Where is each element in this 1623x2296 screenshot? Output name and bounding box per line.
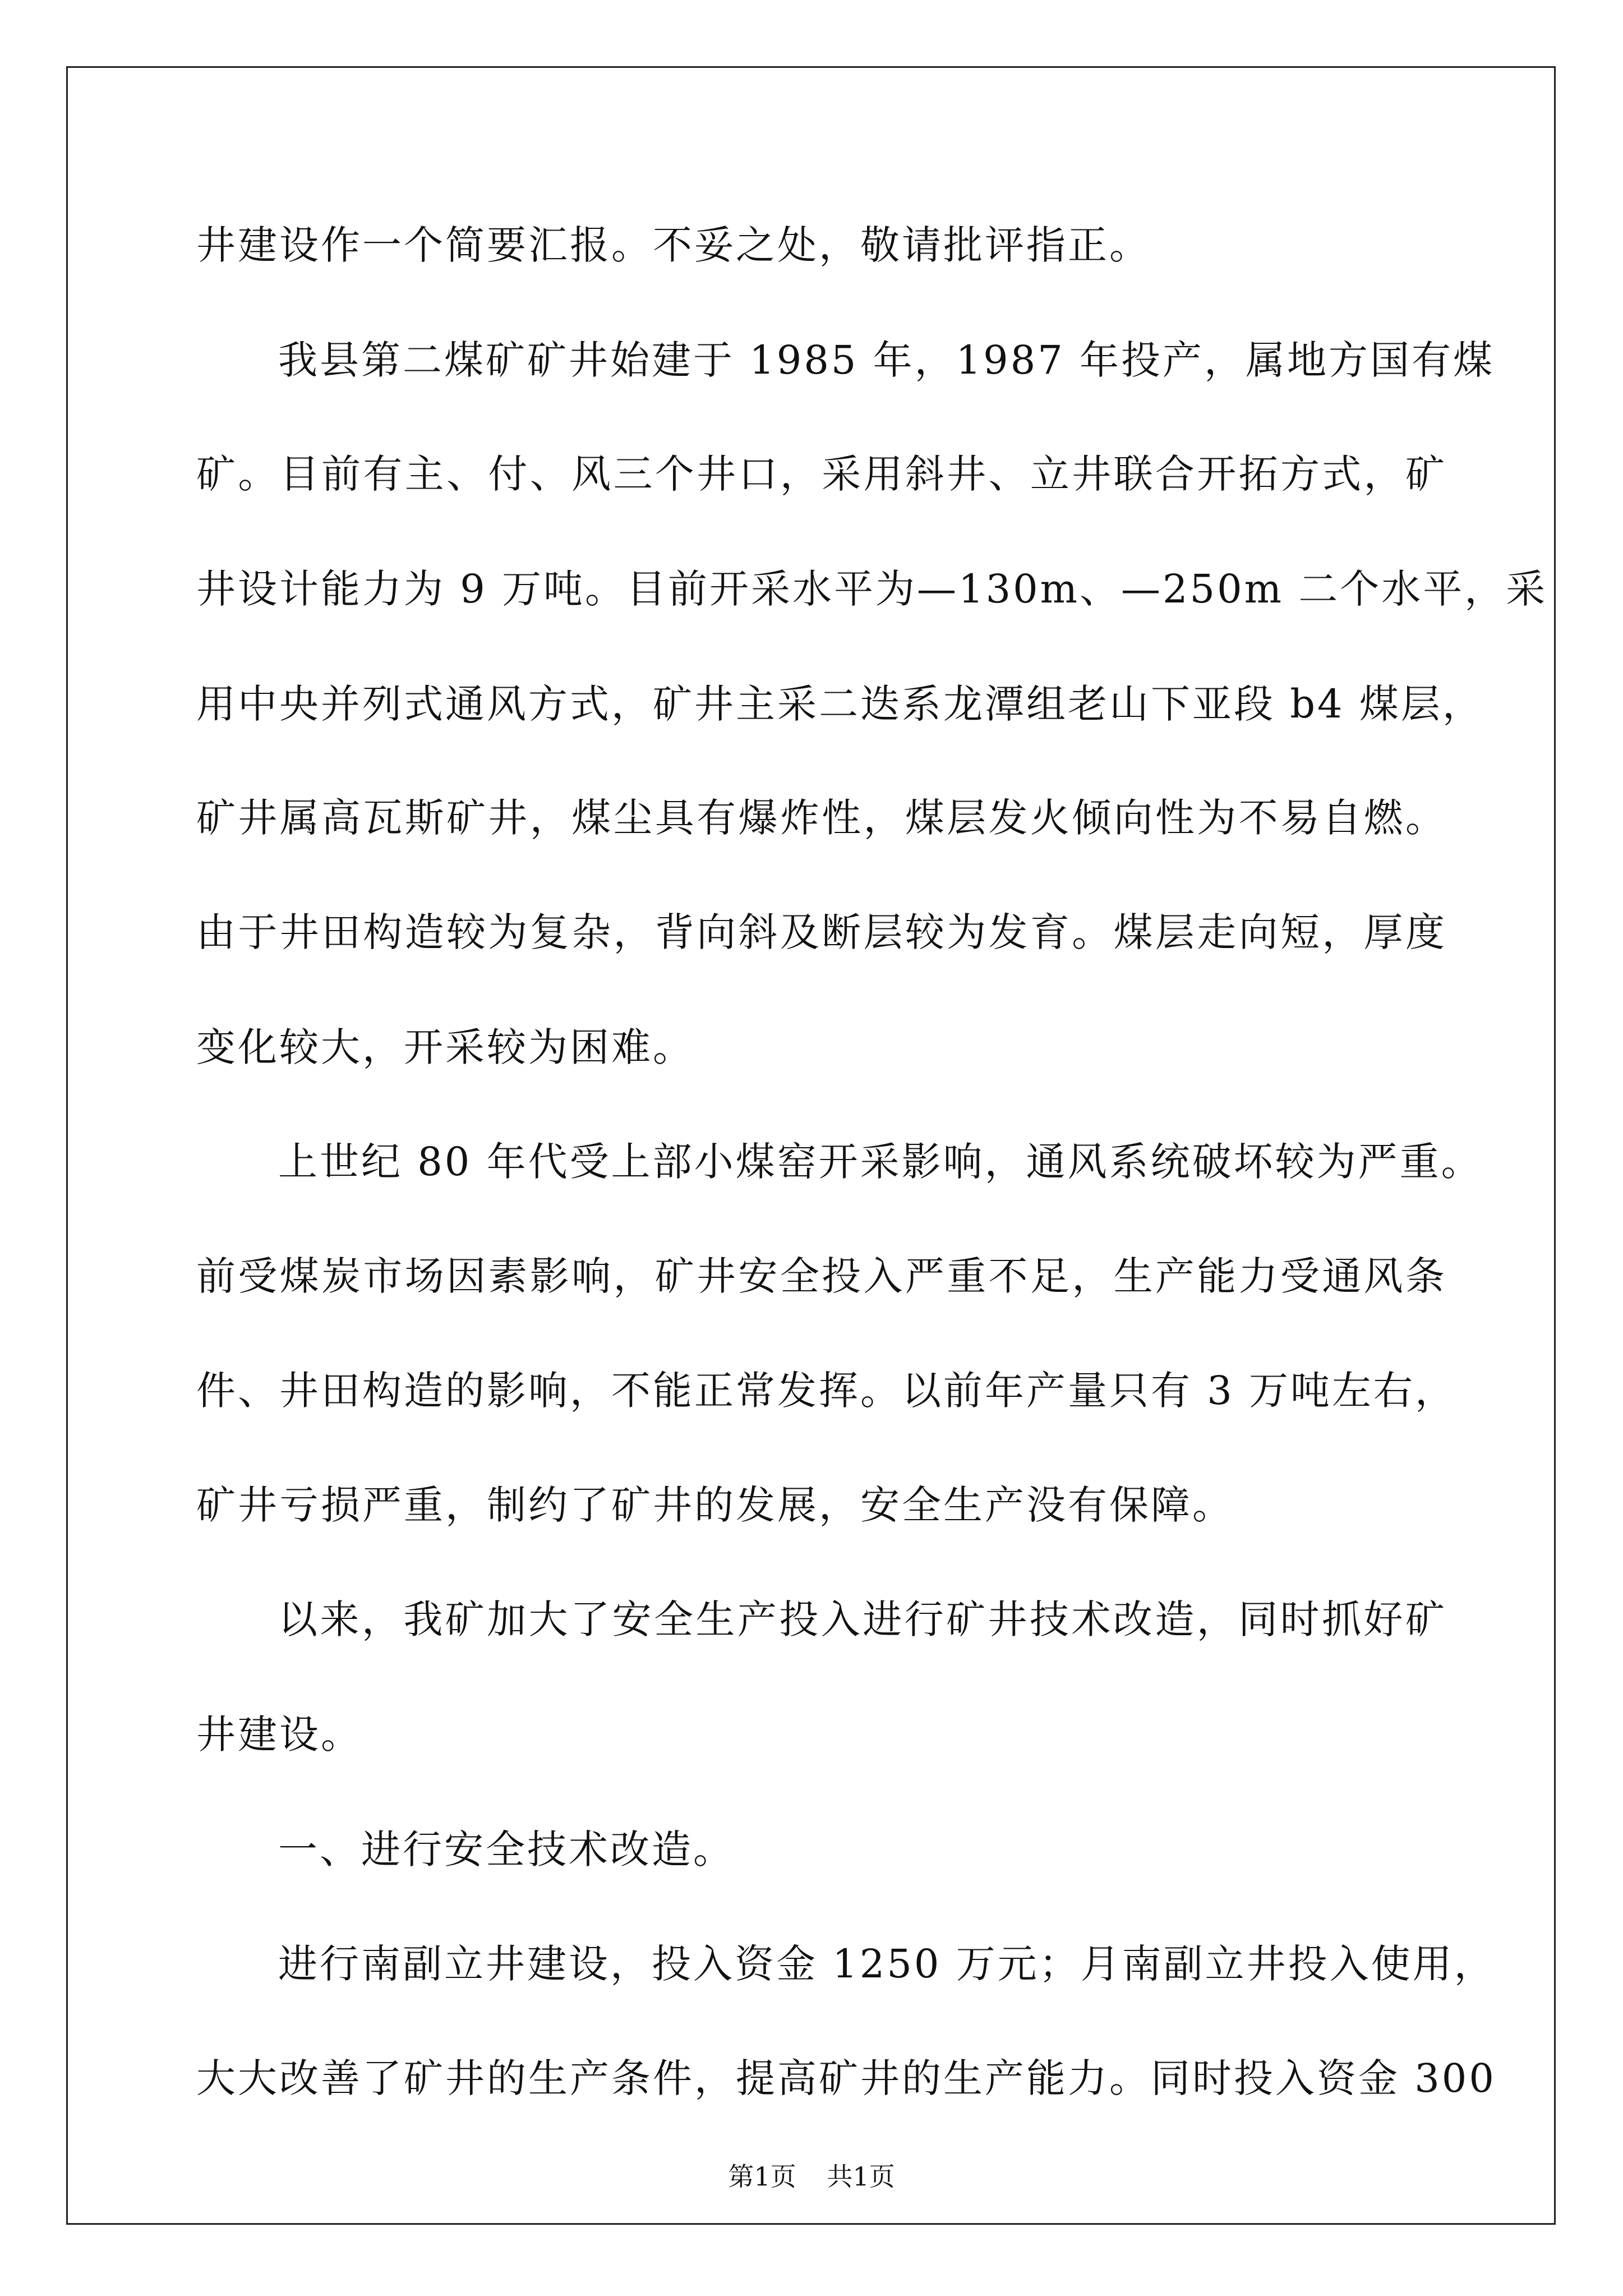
paragraph-start-line: 我县第二煤矿矿井始建于 1985 年，1987 年投产，属地方国有煤 (278, 337, 1495, 383)
paragraph-start-line: 进行南副立井建设，投入资金 1250 万元；月南副立井投入使用， (278, 1941, 1496, 1987)
page-number: 第1页 (728, 2161, 796, 2192)
paragraph-start-line: 上世纪 80 年代受上部小煤窑开采影响，通风系统破坏较为严重。 (278, 1139, 1483, 1185)
page-footer (0, 2160, 1623, 2193)
paragraph-start-line: 以来，我矿加大了安全生产投入进行矿井技术改造，同时抓好矿 (278, 1596, 1447, 1642)
text-line: 矿井亏损严重，制约了矿井的发展，安全生产没有保障。 (196, 1482, 1234, 1528)
text-line: 变化较大，开采较为困难。 (196, 1024, 694, 1070)
text-line: 井设计能力为 9 万吨。目前开采水平为—130m、—250m 二个水平，采 (196, 566, 1548, 612)
text-line: 井建设作一个简要汇报。不妥之处，敬请批评指正。 (196, 222, 1151, 268)
text-line: 由于井田构造较为复杂，背向斜及断层较为发育。煤层走向短，厚度 (196, 909, 1447, 955)
text-line: 件、井田构造的影响，不能正常发挥。以前年产量只有 3 万吨左右， (196, 1368, 1457, 1414)
text-line: 矿井属高瓦斯矿井，煤尘具有爆炸性，煤层发火倾向性为不易自燃。 (196, 795, 1447, 841)
text-line: 矿。目前有主、付、风三个井口，采用斜井、立井联合开拓方式，矿 (196, 451, 1447, 497)
page-total: 共1页 (827, 2161, 895, 2192)
text-line: 前受煤炭市场因素影响，矿井安全投入严重不足，生产能力受通风条 (196, 1253, 1447, 1299)
text-line: 用中央并列式通风方式，矿井主采二迭系龙潭组老山下亚段 b4 煤层， (196, 681, 1484, 727)
text-line: 井建设。 (196, 1711, 362, 1757)
text-line: 大大改善了矿井的生产条件，提高矿井的生产能力。同时投入资金 300 (196, 2055, 1496, 2101)
section-heading: 一、进行安全技术改造。 (278, 1826, 735, 1872)
